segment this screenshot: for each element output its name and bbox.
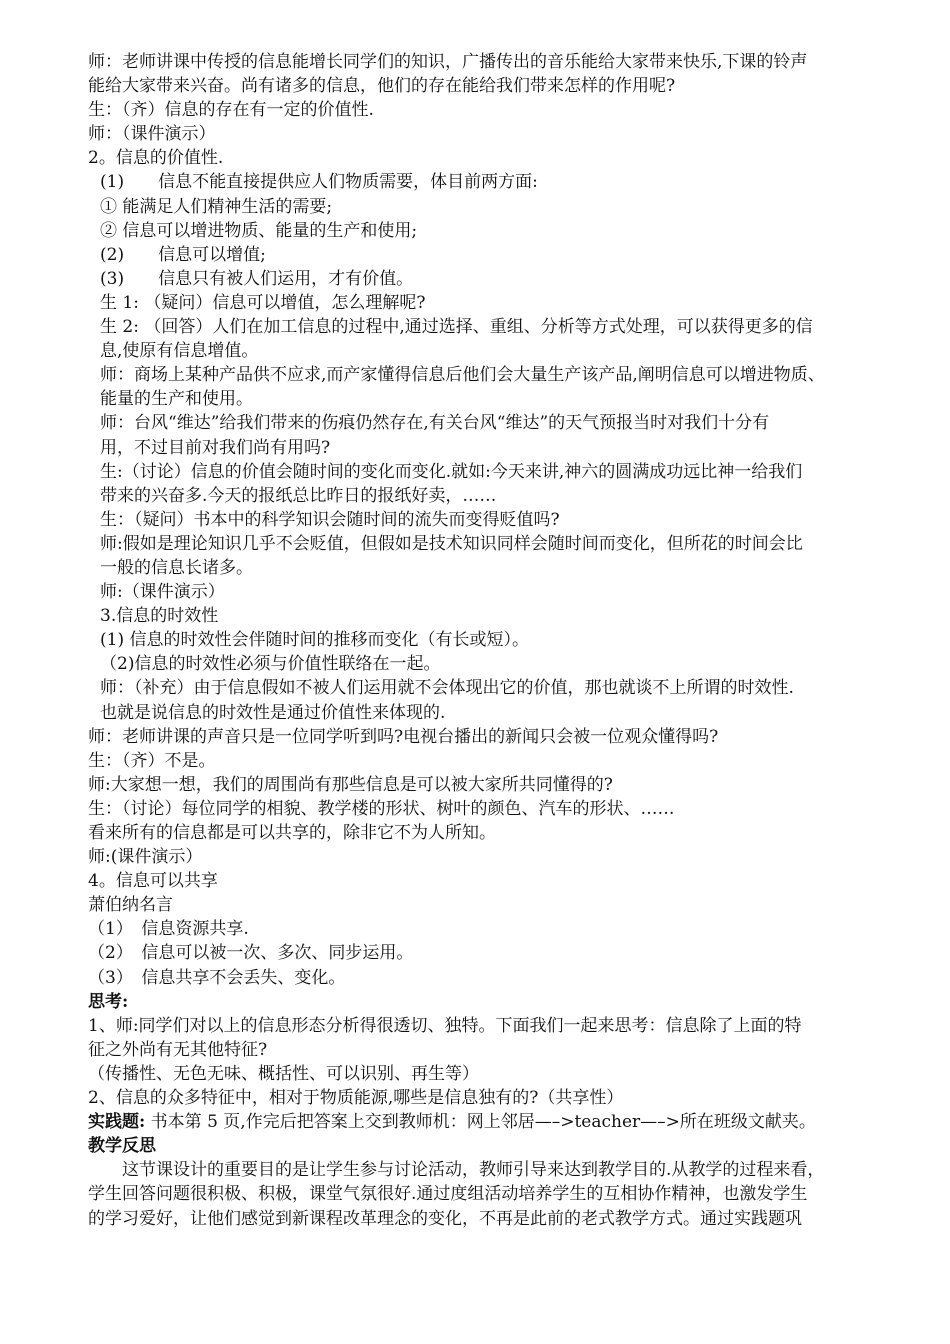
text-line: (2) 信息可以增值; [100, 244, 266, 265]
text-line: 能量的生产和使用。 [100, 389, 253, 410]
text-line: （2） 信息可以被一次、多次、同步运用。 [88, 943, 414, 964]
text-line: 4。信息可以共享 [88, 871, 218, 892]
document-body [88, 50, 910, 1231]
text-line: (1) 信息的时效性会伴随时间的推移而变化（有长或短）。 [100, 630, 529, 651]
text-line: （3） 信息共享不会丢失、变化。 [88, 967, 346, 988]
text-line: 师:大家想一想，我们的周围尚有那些信息是可以被大家所共同懂得的? [88, 774, 613, 795]
text-line: （2)信息的时效性必须与价值性联络在一起。 [100, 654, 441, 675]
text-line: 师:假如是理论知识几乎不会贬值，但假如是技术知识同样会随时间而变化，但所花的时间会比 [100, 533, 803, 554]
inline-label: 实践题: [88, 1112, 146, 1133]
section-heading: 思考: [88, 991, 129, 1012]
text-line: ① 能满足人们精神生活的需要; [100, 196, 333, 217]
text-line: 2、信息的众多特征中，相对于物质能源,哪些是信息独有的?（共享性） [88, 1088, 624, 1109]
text-line: ② 信息可以增进物质、能量的生产和使用; [100, 220, 418, 241]
text-line: 看来所有的信息都是可以共享的，除非它不为人所知。 [88, 823, 496, 843]
text-line: 师：商场上某种产品供不应求,而产家懂得信息后他们会大量生产该产品,阐明信息可以增进物质、 [100, 365, 825, 386]
text-line: （1） 信息资源共享. [88, 919, 249, 940]
text-line: 学生回答问题很积极、积极，课堂气氛很好.通过度组活动培养学生的互相协作精神，也激发学生 [88, 1184, 808, 1205]
section-heading: 教学反思 [88, 1136, 156, 1157]
text-line: 2。信息的价值性. [88, 148, 224, 169]
text-line: 一般的信息长诸多。 [100, 557, 253, 578]
text-line: （传播性、无色无味、概括性、可以识别、再生等） [88, 1063, 479, 1084]
text-line: 生：（讨论）每位同学的相貌、教学楼的形状、树叶的颜色、汽车的形状、…… [88, 798, 675, 819]
inline-text: 书本第 5 页,作完后把答案上交到教师机：网上邻居—–>teacher—–>所在班级文献夹。 [145, 1112, 816, 1133]
text-line: 师：（课件演示） [88, 124, 216, 145]
text-line: 生:（讨论）信息的价值会随时间的变化而变化.就如:今天来讲,神六的圆满成功远比神一给我们 [100, 461, 803, 482]
text-line: 能给大家带来兴奋。尚有诸多的信息，他们的存在能给我们带来怎样的作用呢? [88, 76, 676, 97]
text-line: 1、师:同学们对以上的信息形态分析得很透切、独特。下面我们一起来思考：信息除了上面的特 [88, 1015, 802, 1036]
text-line [88, 1110, 910, 1134]
text-line: (3) 信息只有被人们运用，才有价值。 [100, 268, 414, 289]
text-line: 生：（齐）不是。 [88, 750, 216, 771]
text-line: 3.信息的时效性 [100, 606, 219, 627]
text-line: 生 1: （疑问）信息可以增值，怎么理解呢? [100, 292, 426, 313]
text-line: 的学习爱好，让他们感觉到新课程改革理念的变化，不再是此前的老式教学方式。通过实践题巩 [88, 1208, 802, 1229]
text-line: 生：（齐）信息的存在有一定的价值性. [88, 100, 374, 121]
text-line: 师:（课件演示） [100, 582, 225, 603]
text-line: (1) 信息不能直接提供应人们物质需要，体目前两方面: [100, 172, 538, 193]
text-line: 带来的兴奋多.今天的报纸总比昨日的报纸好卖，…… [100, 485, 497, 506]
text-line: 用，不过目前对我们尚有用吗? [100, 437, 331, 458]
text-line: 师:(课件演示） [88, 847, 203, 868]
text-line: 师：（补充）由于信息假如不被人们运用就不会体现出它的价值，那也就谈不上所谓的时效性. [100, 678, 794, 699]
text-line: 师：台风“维达”给我们带来的伤痕仍然存在,有关台风“维达”的天气预报当时对我们十分有 [100, 413, 770, 434]
text-line: 萧伯纳名言 [88, 895, 173, 916]
text-line: 也就是说信息的时效性是通过价值性来体现的. [100, 702, 446, 723]
text-line: 师：老师讲课中传授的信息能增长同学们的知识，广播传出的音乐能给大家带来快乐,下课的铃声 [88, 52, 808, 72]
text-line: 师：老师讲课的声音只是一位同学听到吗?电视台播出的新闻只会被一位观众懂得吗? [88, 726, 719, 747]
text-line: 生 2: （回答）人们在加工信息的过程中,通过选择、重组、分析等方式处理，可以获得更多的信 [100, 317, 813, 338]
text-line: 生：（疑问）书本中的科学知识会随时间的流失而变得贬值吗? [100, 509, 560, 530]
text-line: 这节课设计的重要目的是让学生参与讨论活动，教师引导来达到教学目的.从教学的过程来看， [122, 1160, 825, 1181]
text-line: 征之外尚有无其他特征? [88, 1039, 268, 1060]
text-line: 息,使原有信息增值。 [100, 341, 259, 362]
